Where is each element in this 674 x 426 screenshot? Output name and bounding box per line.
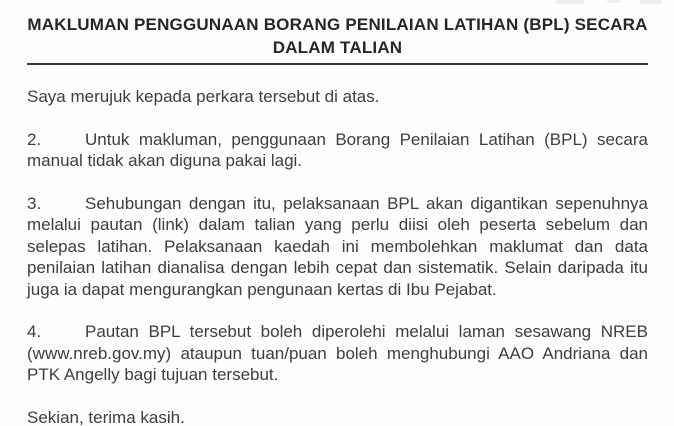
paragraph-2-text: Untuk makluman, penggunaan Borang Penilaian Latihan (BPL) secara manual tidak akan diguna pakai lagi. bbox=[27, 129, 648, 170]
closing-line bbox=[27, 407, 648, 426]
paragraph-3 bbox=[27, 193, 648, 301]
paragraph-2-number: 2. bbox=[27, 129, 42, 149]
scan-artifact bbox=[640, 0, 662, 4]
paragraph-3-number: 3. bbox=[27, 193, 42, 213]
document-title-line-2: DALAM TALIAN bbox=[272, 38, 403, 57]
scan-artifact bbox=[556, 0, 584, 4]
paragraph-4-text: Pautan BPL tersebut boleh diperolehi melalui laman sesawang NREB (www.nreb.gov.my) ataupun tuan/puan boleh menghubungi AAO Andriana dan PTK Angelly bagi tujuan tersebut. bbox=[27, 322, 648, 384]
closing-text: Sekian, terima kasih. bbox=[27, 407, 185, 426]
paragraph-intro-text: Saya merujuk kepada perkara tersebut di atas. bbox=[27, 87, 380, 106]
title-underline bbox=[27, 63, 648, 65]
document-title-line-1: MAKLUMAN PENGGUNAAN BORANG PENILAIAN LATIHAN (BPL) SECARA bbox=[27, 15, 648, 34]
document-title bbox=[27, 13, 648, 59]
paragraph-intro bbox=[27, 86, 648, 108]
paragraph-4-number: 4. bbox=[27, 322, 42, 341]
paragraph-3-text: Sehubungan dengan itu, pelaksanaan BPL akan digantikan sepenuhnya melalui pautan (link) dalam talian yang perlu diisi oleh peserta sebelum dan selepas latihan. Pelaksanaan kaedah ini membolehkan maklumat dan data penilaian latihan dianalisa dengan lebih cepat dan sistematik. Selain daripada itu juga ia dapat mengurangkan pengunaan kertas di Ibu Pejabat. bbox=[27, 193, 648, 299]
scan-artifact bbox=[607, 0, 621, 3]
paragraph-2 bbox=[27, 129, 648, 172]
paragraph-4 bbox=[27, 321, 648, 386]
